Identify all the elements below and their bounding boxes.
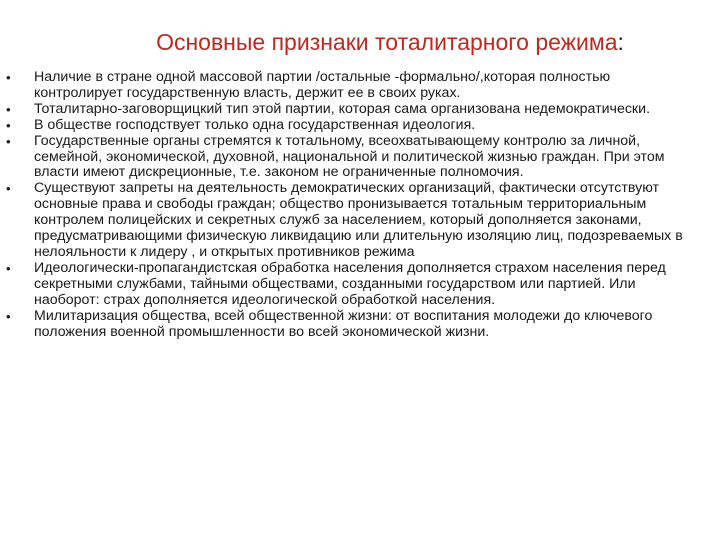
bullet-icon: • bbox=[6, 308, 11, 324]
bullet-icon: • bbox=[6, 181, 11, 197]
bullet-item-2 bbox=[0, 102, 690, 118]
bullet-text: Существуют запреты на деятельность демократических организаций, фактически отсутствуют основные права и свободы граждан; общество пронизывается тотальным территориальным контролем полицейских и секретных служб за населением, который дополняется законами, предусматривающими физическую ликвидацию или длительную изоляцию лиц, подозреваемых в нелояльности к лидеру , и открытых противников режима bbox=[34, 180, 683, 260]
slide-title bbox=[0, 28, 720, 56]
bullet-icon: • bbox=[6, 117, 11, 133]
bullet-text: Наличие в стране одной массовой партии /остальные -формально/,которая полностью контролирует государственную власть, держит ее в своих руках. bbox=[34, 69, 611, 101]
bullet-icon: • bbox=[6, 101, 11, 117]
bullet-text: Государственные органы стремятся к тотальному, всеохватывающему контролю за личной, семейной, экономической, духовной, национальной и политической жизнью граждан. При этом власти имеют дискреционные, т.е. законом не ограниченные полномочия. bbox=[34, 132, 665, 181]
slide-title-colon: : bbox=[617, 29, 624, 55]
bullet-item-3 bbox=[0, 118, 690, 134]
bullet-icon: • bbox=[6, 133, 11, 149]
bullet-text: Тоталитарно-заговорщицкий тип этой партии, которая сама организована недемократически. bbox=[34, 100, 651, 117]
bullet-icon: • bbox=[6, 70, 11, 85]
bullet-item-4 bbox=[0, 134, 690, 182]
bullet-list bbox=[0, 70, 690, 340]
bullet-item-7 bbox=[0, 309, 690, 341]
slide-title-text: Основные признаки тоталитарного режима bbox=[156, 29, 618, 55]
bullet-text: В обществе господствует только одна государственная идеология. bbox=[34, 116, 476, 133]
bullet-item-1 bbox=[0, 70, 690, 102]
bullet-text: Милитаризация общества, всей общественной жизни: от воспитания молодежи до ключевого положения военной промышленности во всей экономической жизни. bbox=[34, 307, 653, 340]
bullet-item-6 bbox=[0, 261, 690, 309]
bullet-icon: • bbox=[6, 260, 11, 276]
bullet-text: Идеологически-пропагандистская обработка населения дополняется страхом населения перед секретными службами, тайными обществами, созданными государством или партией. Или наоборот: страх дополняется идеологической обработкой населения. bbox=[34, 259, 666, 308]
bullet-item-5 bbox=[0, 181, 690, 261]
